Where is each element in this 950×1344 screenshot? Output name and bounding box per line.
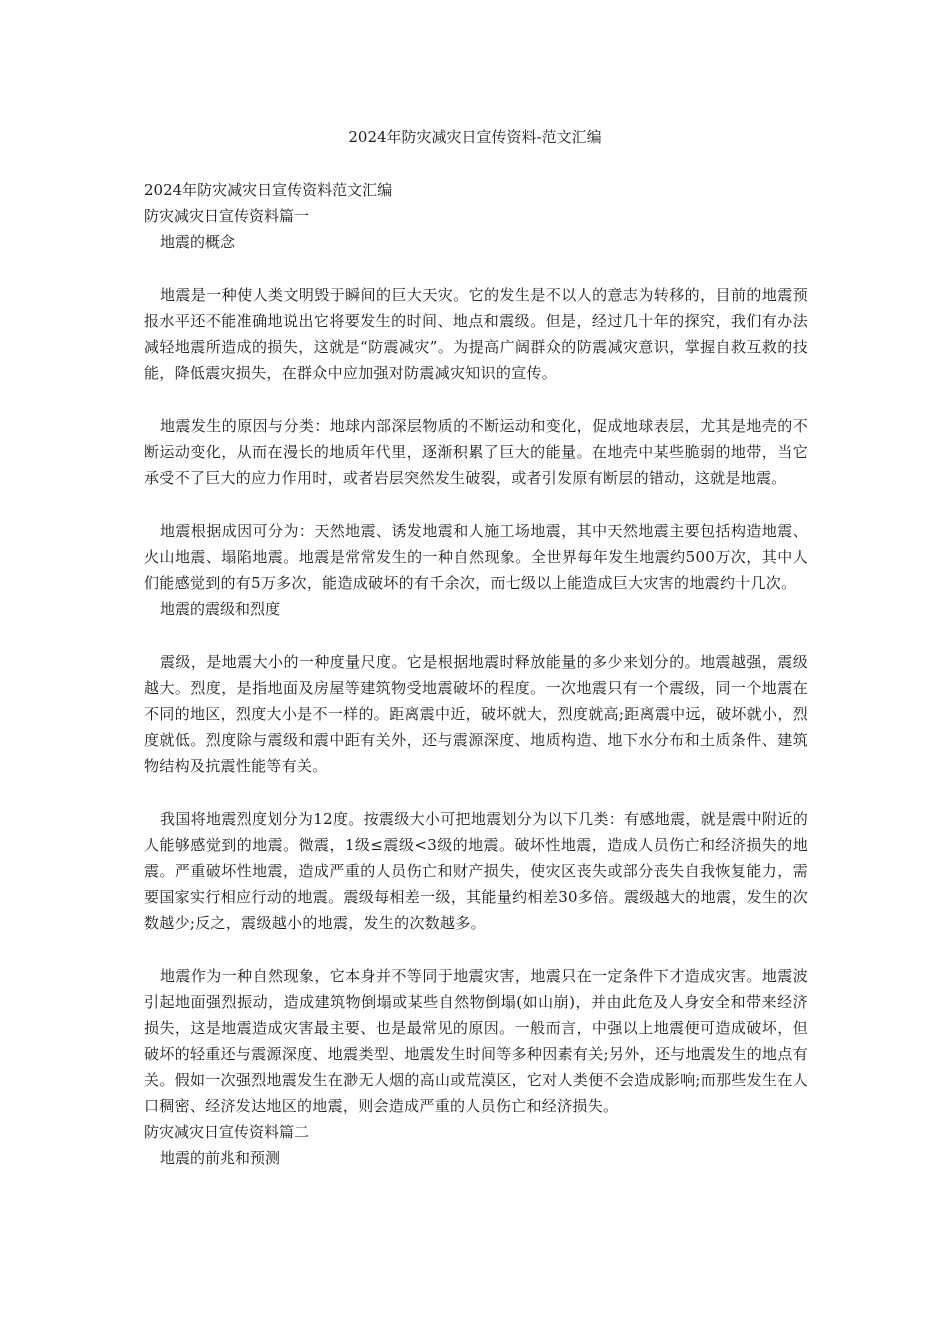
subheading-concept: 地震的概念 (160, 233, 236, 251)
paragraph-6: 地震作为一种自然现象，它本身并不等同于地震灾害，地震只在一定条件下才造成灾害。地震波引起地面强烈振动，造成建筑物倒塌或某些自然物倒塌(如山崩)，并由此危及人身安全和带来经济损失，这是地震造成灾害最主要、也是最常见的原因。一般而言，中强以上地震便可造成破坏，但破坏的轻重还与震源深度、地震类型、地震发生时间等多种因素有关;另外，还与地震发生的地点有关。假如一次强烈地震发生在渺无人烟的高山或荒漠区，它对人类便不会造成影响;而那些发生在人口稠密、经济发达地区的地震，则会造成严重的人员伤亡和经济损失。 (144, 967, 808, 1115)
spacer (144, 255, 808, 282)
section-title-1: 防灾减灾日宣传资料篇一 (144, 207, 310, 225)
section-title-2: 防灾减灾日宣传资料篇二 (144, 1123, 310, 1141)
spacer (144, 779, 808, 806)
paragraph-2: 地震发生的原因与分类：地球内部深层物质的不断运动和变化，促成地球表层，尤其是地壳的不断运动变化，从而在漫长的地质年代里，逐渐积累了巨大的能量。在地壳中某些脆弱的地带，当它承受不了巨大的应力作用时，或者岩层突然发生破裂，或者引发原有断层的错动，这就是地震。 (144, 417, 808, 487)
spacer (144, 936, 808, 963)
subheading-forecast: 地震的前兆和预测 (160, 1149, 281, 1167)
document-title: 2024年防灾减灾日宣传资料-范文汇编 (348, 128, 602, 146)
paragraph-4: 震级，是地震大小的一种度量尺度。它是根据地震时释放能量的多少来划分的。地震越强，震级越大。烈度，是指地面及房屋等建筑物受地震破坏的程度。一次地震只有一个震级，同一个地震在不同的地区，烈度大小是不一样的。距离震中近，破坏就大，烈度就高;距离震中远，破坏就小，烈度就低。烈度除与震级和震中距有关外，还与震源深度、地质构造、地下水分布和土质条件、建筑物结构及抗震性能等有关。 (144, 653, 808, 775)
spacer (144, 491, 808, 518)
spacer (144, 622, 808, 649)
paragraph-5: 我国将地震烈度划分为12度。按震级大小可把地震划分为以下几类：有感地震，就是震中附近的人能够感觉到的地震。微震，1级≤震级<3级的地震。破坏性地震，造成人员伤亡和经济损失的地震。严重破坏性地震，造成严重的人员伤亡和财产损失，使灾区丧失或部分丧失自我恢复能力，需要国家实行相应行动的地震。震级每相差一级，其能量约相差30多倍。震级越大的地震，发生的次数越少;反之，震级越小的地震，发生的次数越多。 (144, 810, 808, 932)
subheading-magnitude: 地震的震级和烈度 (160, 600, 281, 618)
document-heading: 2024年防灾减灾日宣传资料范文汇编 (144, 181, 393, 199)
spacer (144, 386, 808, 413)
document-body (144, 177, 808, 1171)
paragraph-1: 地震是一种使人类文明毁于瞬间的巨大天灾。它的发生是不以人的意志为转移的，目前的地震预报水平还不能准确地说出它将要发生的时间、地点和震级。但是，经过几十年的探究，我们有办法减轻地震所造成的损失，这就是“防震减灾”。为提高广阔群众的防震减灾意识，掌握自救互救的技能，降低震灾损失，在群众中应加强对防震减灾知识的宣传。 (144, 286, 808, 382)
paragraph-3: 地震根据成因可分为：天然地震、诱发地震和人施工场地震，其中天然地震主要包括构造地震、火山地震、塌陷地震。地震是常常发生的一种自然现象。全世界每年发生地震约500万次，其中人们能感觉到的有5万多次，能造成破坏的有千余次，而七级以上能造成巨大灾害的地震约十几次。 (144, 522, 808, 592)
